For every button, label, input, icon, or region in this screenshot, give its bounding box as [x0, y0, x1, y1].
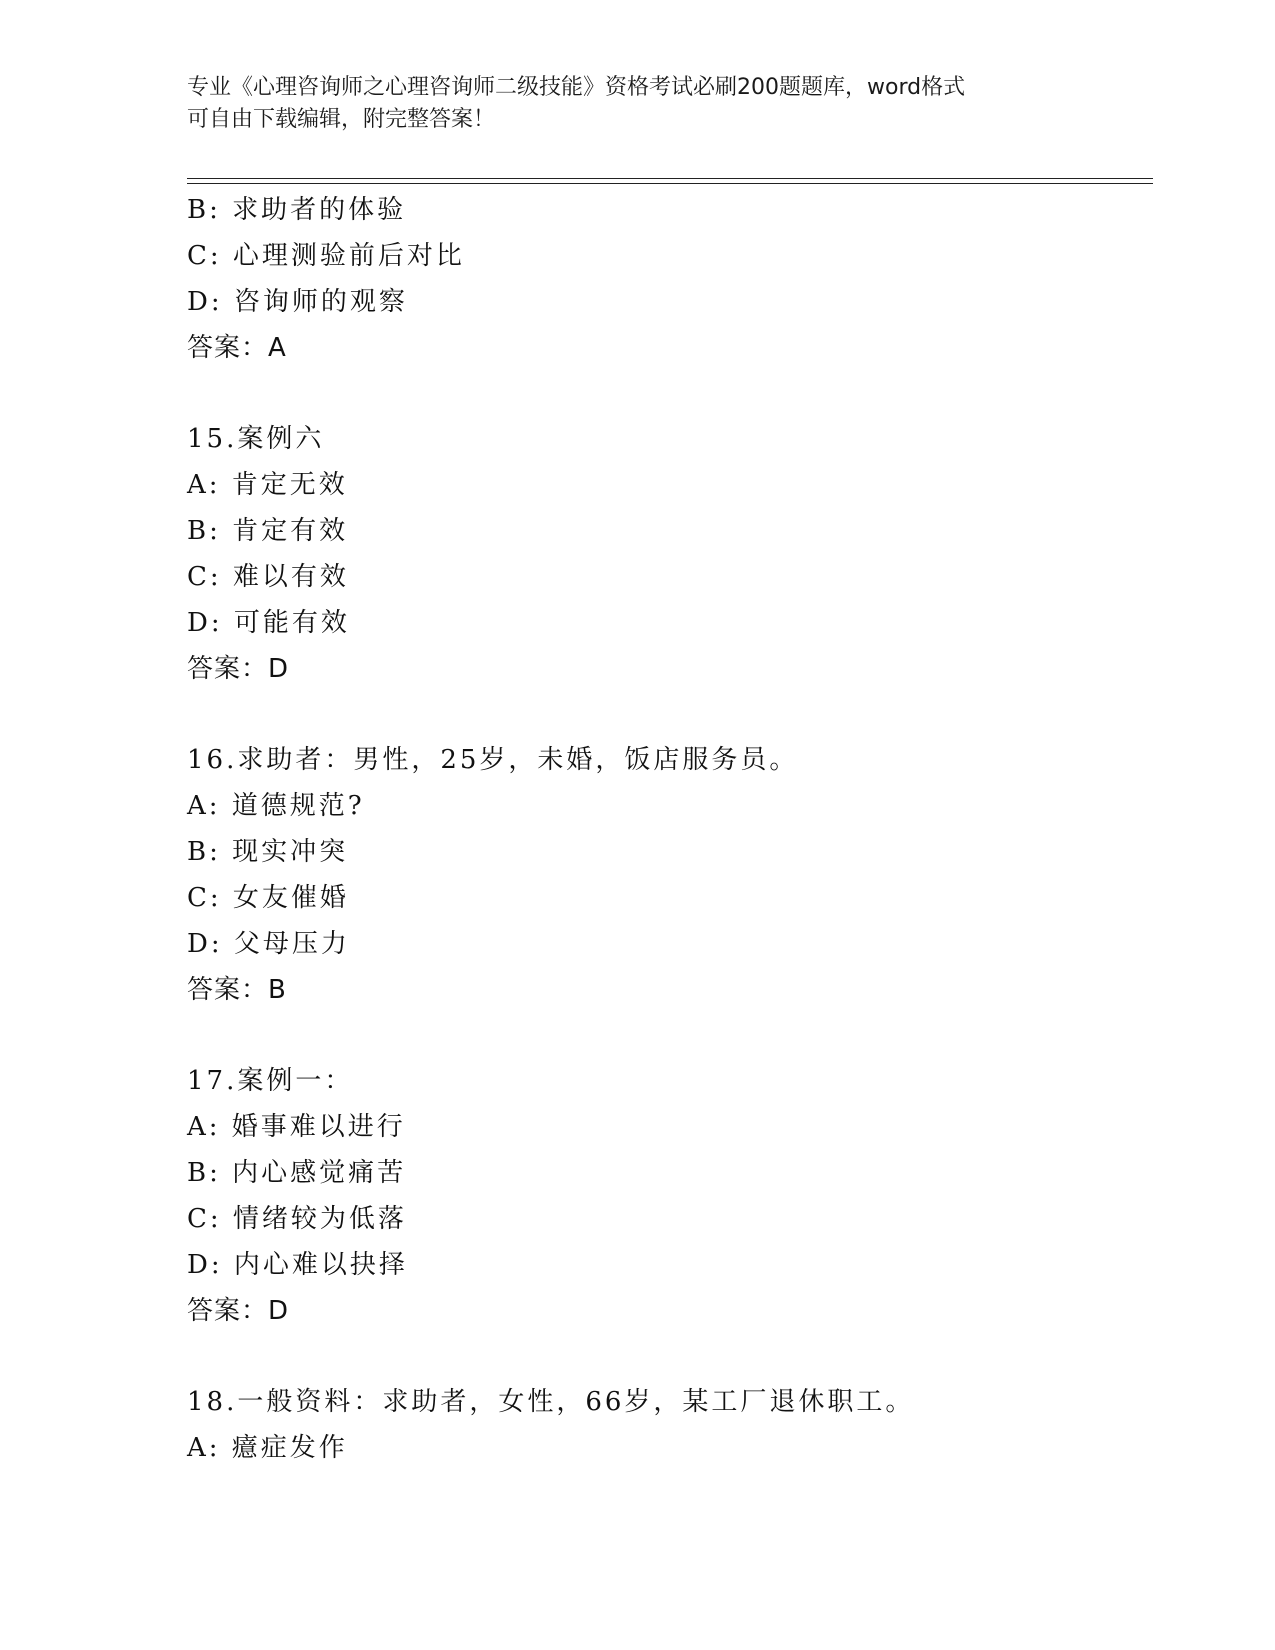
question-title: 18.一般资料：求助者，女性，66岁，某工厂退休职工。	[187, 1387, 915, 1417]
header-line-1: 专业《心理咨询师之心理咨询师二级技能》资格考试必刷200题题库，word格式	[187, 75, 966, 100]
answer-line: 答案：D	[187, 654, 290, 684]
question-title: 15.案例六	[187, 424, 325, 454]
question-title: 16.求助者：男性，25岁，未婚，饭店服务员。	[187, 745, 799, 775]
answer-line: 答案：B	[187, 975, 287, 1005]
option-d: D: 咨询师的观察	[187, 287, 408, 317]
header-line-2: 可自由下载编辑，附完整答案！	[187, 107, 496, 132]
question-block-17	[187, 1058, 1147, 1334]
answer-line: 答案：A	[187, 333, 287, 363]
question-block-14	[187, 187, 1147, 371]
document-header	[187, 72, 1087, 136]
option-b: B: 求助者的体验	[187, 195, 407, 225]
option-d: D: 父母压力	[187, 929, 350, 959]
option-b: B: 肯定有效	[187, 516, 349, 546]
option-d: D: 内心难以抉择	[187, 1250, 408, 1280]
question-title: 17.案例一：	[187, 1066, 354, 1096]
answer-line: 答案：D	[187, 1296, 290, 1326]
question-list	[187, 187, 1147, 1471]
option-a: A: 婚事难以进行	[187, 1112, 406, 1142]
option-c: C: 心理测验前后对比	[187, 241, 465, 271]
option-b: B: 内心感觉痛苦	[187, 1158, 407, 1188]
header-divider-top	[187, 178, 1153, 179]
option-a: A: 道德规范?	[187, 791, 365, 821]
header-divider-bottom	[187, 183, 1153, 184]
option-d: D: 可能有效	[187, 608, 350, 638]
option-a: A: 肯定无效	[187, 470, 348, 500]
option-a: A: 癔症发作	[187, 1433, 348, 1463]
option-c: C: 女友催婚	[187, 883, 349, 913]
question-block-18	[187, 1379, 1147, 1471]
option-c: C: 难以有效	[187, 562, 349, 592]
question-block-15	[187, 416, 1147, 692]
question-block-16	[187, 737, 1147, 1013]
option-c: C: 情绪较为低落	[187, 1204, 407, 1234]
option-b: B: 现实冲突	[187, 837, 349, 867]
